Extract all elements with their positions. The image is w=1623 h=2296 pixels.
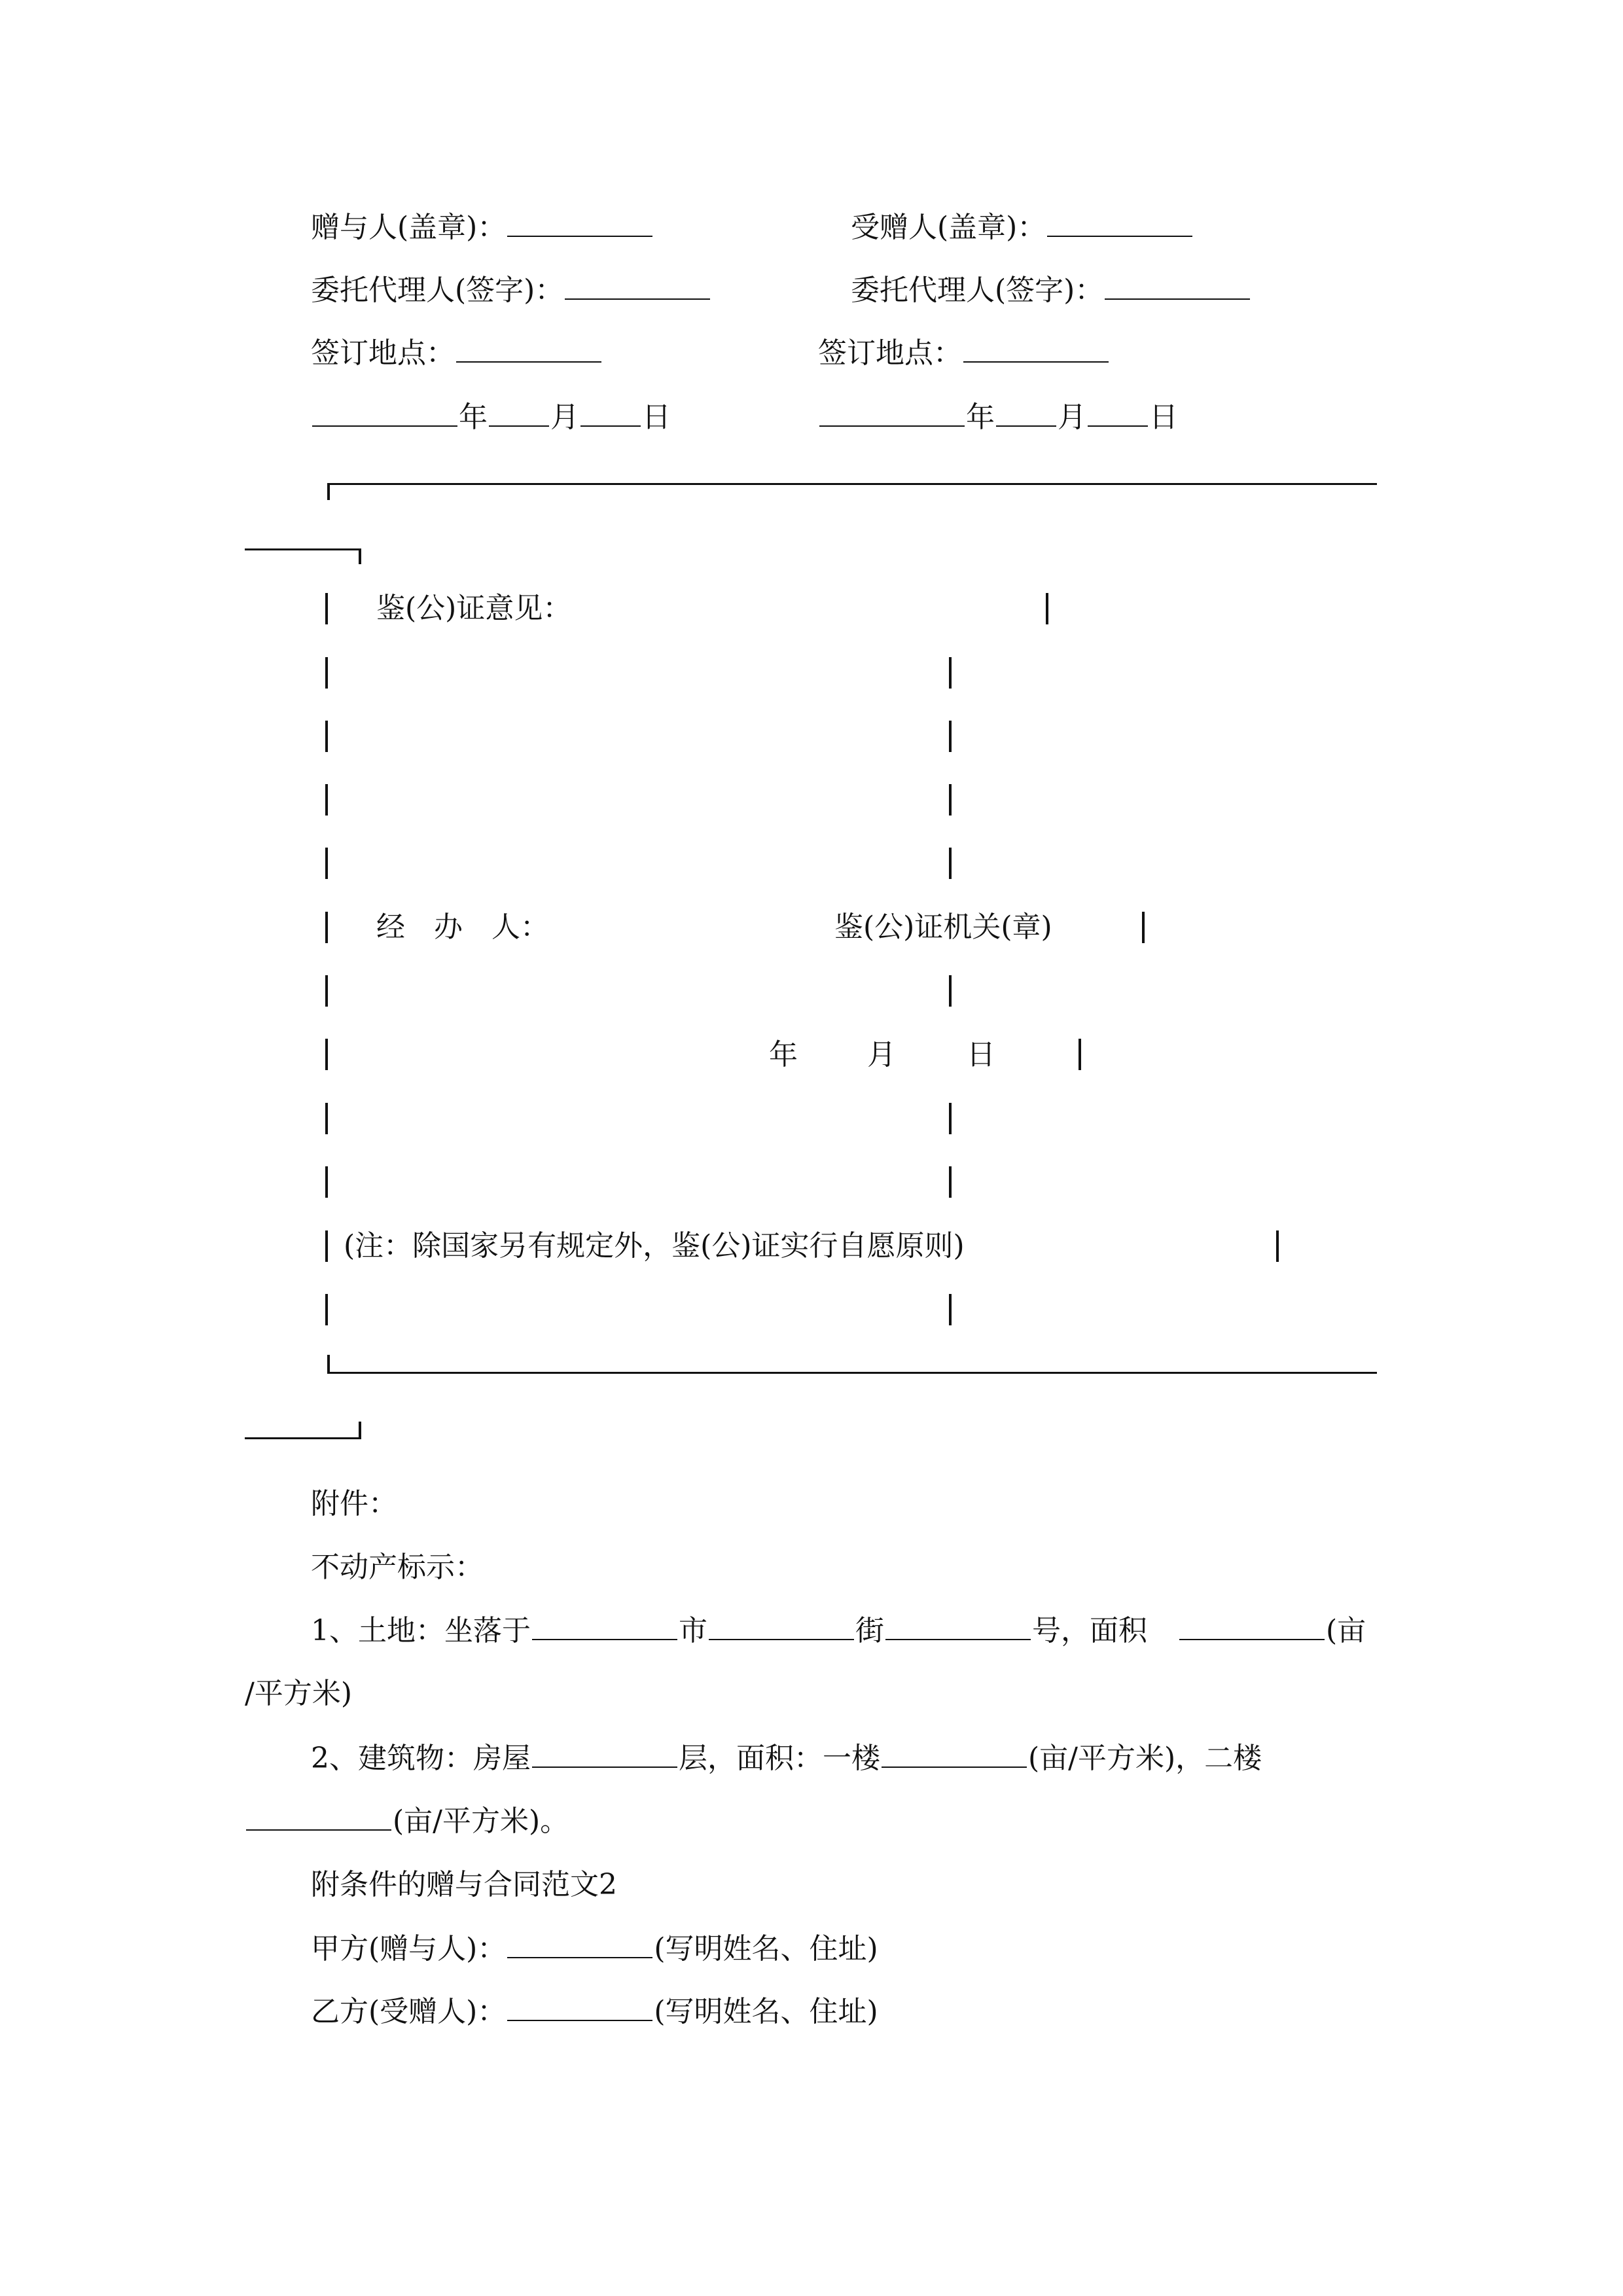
box-top-left-corner bbox=[327, 483, 330, 500]
date-right-day: 日 bbox=[1149, 401, 1178, 434]
box-left-bar bbox=[325, 912, 328, 943]
date-left-day-blank[interactable] bbox=[580, 399, 641, 427]
box-right-bar bbox=[949, 1103, 952, 1134]
land-area-blank[interactable] bbox=[1179, 1613, 1325, 1640]
date-right-year-blank[interactable] bbox=[819, 399, 965, 427]
box-left-bar bbox=[325, 975, 328, 1007]
donor-seal-label: 赠与人(盖章)： bbox=[311, 211, 507, 244]
building-floors: 层，面积：一楼 bbox=[679, 1742, 880, 1775]
building-line-cont bbox=[245, 1802, 569, 1841]
box-left-bar bbox=[325, 1039, 328, 1070]
date-right-year: 年 bbox=[966, 401, 995, 434]
land-city: 市 bbox=[679, 1614, 707, 1647]
agent-sign-right-blank[interactable] bbox=[1105, 272, 1250, 300]
date-left-month-blank[interactable] bbox=[489, 399, 549, 427]
box-left-bar bbox=[325, 848, 328, 879]
box-left-bar bbox=[325, 721, 328, 752]
building-unit2: (亩/平方米)。 bbox=[393, 1804, 569, 1838]
land-number: 号，面积 bbox=[1032, 1614, 1147, 1647]
building-unit1: (亩/平方米)，二楼 bbox=[1028, 1742, 1262, 1775]
agent-sign-right-label: 委托代理人(签字)： bbox=[851, 274, 1104, 307]
place-left-blank[interactable] bbox=[456, 335, 601, 363]
date-right-line bbox=[818, 398, 1178, 437]
agent-sign-left-line bbox=[311, 271, 711, 310]
box-right-bar bbox=[949, 975, 952, 1007]
notary-date-month: 月 bbox=[867, 1038, 896, 1071]
land-street-blank[interactable] bbox=[709, 1613, 854, 1640]
date-right-month: 月 bbox=[1058, 401, 1086, 434]
place-right-blank[interactable] bbox=[963, 335, 1109, 363]
box-right-bar bbox=[1046, 593, 1048, 624]
agent-sign-left-blank[interactable] bbox=[565, 272, 710, 300]
notary-opinion-label: 鉴(公)证意见： bbox=[376, 592, 572, 625]
place-right-label: 签订地点： bbox=[818, 336, 962, 370]
place-right-line bbox=[818, 334, 1110, 373]
box-top-border-wrap bbox=[245, 548, 361, 550]
building-first-floor-blank[interactable] bbox=[882, 1740, 1027, 1768]
box-right-bar bbox=[949, 1166, 952, 1198]
party-b-blank[interactable] bbox=[507, 1994, 652, 2021]
box-right-bar bbox=[1079, 1039, 1081, 1070]
authority-label: 鉴(公)证机关(章) bbox=[834, 910, 1052, 944]
box-right-bar bbox=[1142, 912, 1145, 943]
box-left-bar bbox=[325, 1230, 328, 1262]
donee-seal-blank[interactable] bbox=[1047, 209, 1192, 237]
box-right-bar bbox=[949, 784, 952, 816]
box-top-right-corner bbox=[359, 548, 361, 564]
land-number-blank[interactable] bbox=[885, 1613, 1031, 1640]
party-b-label: 乙方(受赠人)： bbox=[311, 1995, 507, 2028]
land-unit-end: /平方米) bbox=[245, 1677, 352, 1710]
box-right-bar bbox=[949, 1294, 952, 1325]
building-floors-blank[interactable] bbox=[532, 1740, 677, 1768]
box-left-bar bbox=[325, 593, 328, 624]
box-right-bar bbox=[949, 657, 952, 689]
donee-seal-line bbox=[851, 208, 1194, 247]
box-right-bar bbox=[949, 848, 952, 879]
contract2-title: 附条件的赠与合同范文2 bbox=[311, 1868, 617, 1901]
land-area-line bbox=[1178, 1611, 1366, 1651]
party-b-note: (写明姓名、住址) bbox=[654, 1995, 878, 2028]
donor-seal-line bbox=[311, 208, 654, 247]
box-bottom-border-wrap bbox=[245, 1437, 361, 1439]
land-line bbox=[311, 1611, 1147, 1651]
party-a-blank[interactable] bbox=[507, 1931, 652, 1958]
notary-note: (注：除国家另有规定外，鉴(公)证实行自愿原则) bbox=[344, 1229, 965, 1263]
box-bottom-border bbox=[327, 1372, 1377, 1374]
building-prefix: 2、建筑物：房屋 bbox=[311, 1742, 531, 1775]
place-left-line bbox=[311, 334, 603, 373]
donor-seal-blank[interactable] bbox=[507, 209, 652, 237]
box-right-bar bbox=[1276, 1230, 1279, 1262]
land-prefix: 1、土地：坐落于 bbox=[311, 1614, 531, 1647]
agent-sign-right-line bbox=[851, 271, 1251, 310]
date-left-month: 月 bbox=[550, 401, 579, 434]
party-a-line bbox=[311, 1929, 878, 1969]
land-street: 街 bbox=[855, 1614, 884, 1647]
box-bottom-left-corner bbox=[327, 1355, 330, 1373]
box-left-bar bbox=[325, 657, 328, 689]
date-left-year: 年 bbox=[459, 401, 488, 434]
box-left-bar bbox=[325, 784, 328, 816]
handler-label: 经 办 人： bbox=[376, 910, 549, 944]
date-right-day-blank[interactable] bbox=[1088, 399, 1148, 427]
place-left-label: 签订地点： bbox=[311, 336, 455, 370]
attachment-subtitle: 不动产标示： bbox=[311, 1551, 484, 1584]
agent-sign-left-label: 委托代理人(签字)： bbox=[311, 274, 564, 307]
box-bottom-right-corner bbox=[359, 1422, 361, 1439]
land-city-blank[interactable] bbox=[532, 1613, 677, 1640]
box-left-bar bbox=[325, 1294, 328, 1325]
box-right-bar bbox=[949, 721, 952, 752]
date-left-day: 日 bbox=[642, 401, 671, 434]
box-left-bar bbox=[325, 1103, 328, 1134]
date-right-month-blank[interactable] bbox=[996, 399, 1056, 427]
notary-date-day: 日 bbox=[967, 1038, 995, 1071]
box-left-bar bbox=[325, 1166, 328, 1198]
party-a-note: (写明姓名、住址) bbox=[654, 1932, 878, 1965]
box-top-border bbox=[327, 483, 1377, 485]
land-unit-start: (亩 bbox=[1326, 1614, 1366, 1647]
date-left-year-blank[interactable] bbox=[312, 399, 457, 427]
notary-date-year: 年 bbox=[769, 1038, 798, 1071]
building-second-floor-blank[interactable] bbox=[246, 1803, 391, 1831]
building-line bbox=[311, 1739, 1262, 1778]
party-b-line bbox=[311, 1992, 878, 2032]
attachment-title: 附件： bbox=[311, 1487, 397, 1520]
party-a-label: 甲方(赠与人)： bbox=[311, 1932, 507, 1965]
date-left-line bbox=[311, 398, 671, 437]
donee-seal-label: 受赠人(盖章)： bbox=[851, 211, 1046, 244]
